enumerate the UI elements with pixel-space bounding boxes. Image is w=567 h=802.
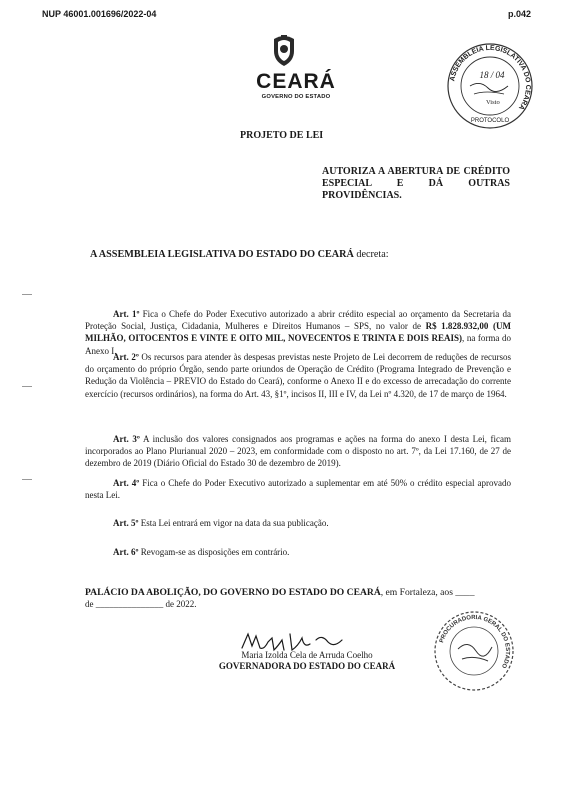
signer-name: Maria Izolda Cela de Arruda Coelho	[241, 650, 373, 660]
closing-bold: PALÁCIO DA ABOLIÇÃO, DO GOVERNO DO ESTADO DO CEARÁ	[85, 587, 381, 598]
signer-role: GOVERNADORA DO ESTADO DO CEARÁ	[218, 661, 396, 671]
article-1	[85, 308, 511, 357]
state-crest-icon	[271, 33, 297, 72]
article-label: Art. 1º	[113, 309, 140, 319]
article-label: Art. 2º	[113, 352, 139, 362]
nup-number: NUP 46001.001696/2022-04	[42, 9, 157, 19]
article-4	[85, 477, 511, 501]
decreta-bold: A ASSEMBLEIA LEGISLATIVA DO ESTADO DO CEARÁ	[90, 249, 354, 260]
article-text: Os recursos para atender às despesas previstas neste Projeto de Lei decorrem de reduções de recursos do orçamento do próprio Órgão, sendo parte oriundos de Operação de Crédito (Programa Integrado de Prevenção e Redução da Violência – PREVIO do Estado do Ceará), conforme o Anexo II e do excesso de arrecadação do corrente exercício (recursos ordinários), na forma do Art. 43, §1º, incisos II, III e IV, da Lei nº 4.320, de 17 de março de 1964.	[85, 352, 511, 399]
decreta-line	[90, 249, 389, 260]
margin-mark	[22, 386, 32, 387]
article-text: A inclusão dos valores consignados aos programas e ações na forma do anexo I desta Lei, ficam incorporados ao Plano Plurianual 2020 – 2023, em conformidade com o disposto no art. 7º, da Lei 17.160, de 27 de dezembro de 2019 (Diário Oficial do Estado 30 de dezembro de 2019).	[85, 434, 511, 469]
stamp-visto: Visto	[486, 99, 500, 106]
article-6	[85, 546, 511, 558]
article-label: Art. 5º	[113, 518, 139, 528]
date-line: de _______________ de 2022.	[85, 599, 197, 609]
protocol-stamp	[446, 42, 534, 135]
ementa: AUTORIZA A ABERTURA DE CRÉDITO ESPECIAL E DÁ OUTRAS PROVIDÊNCIAS.	[322, 166, 510, 201]
article-label: Art. 3º	[113, 434, 140, 444]
article-text: Fica o Chefe do Poder Executivo autorizado a abrir crédito especial ao orçamento da Secretaria da Proteção Social, Justiça, Cidadania, Mulheres e Direitos Humanos – SPS, no valor de	[85, 309, 512, 332]
article-label: Art. 6º	[113, 547, 139, 557]
brand-name: CEARÁ	[256, 70, 336, 93]
article-amount: R$ 1.828.932,00 (UM MILHÃO, OITOCENTOS E VINTE E OITO MIL, NOVECENTOS E TRINTA E DOIS REAIS)	[85, 321, 511, 344]
article-text: , na forma do Anexo I.	[85, 333, 511, 356]
closing-line	[85, 586, 515, 599]
article-2	[85, 351, 511, 400]
stamp-handwritten-date: 18 / 04	[479, 70, 505, 80]
brand-logo	[247, 71, 345, 101]
article-label: Art. 4º	[113, 478, 140, 488]
margin-mark	[22, 294, 32, 295]
stamp-ring-bottom: PROTOCOLO	[470, 118, 510, 124]
margin-mark	[22, 479, 32, 480]
article-text: Revogam-se as disposições em contrário.	[138, 547, 290, 557]
page-number: p.042	[508, 9, 532, 19]
article-3	[85, 433, 511, 470]
article-5	[85, 517, 511, 529]
svg-text:PROCURADORIA GERAL DO ESTADO	[439, 615, 510, 669]
seal-ring-text: PROCURADORIA GERAL DO ESTADO	[439, 614, 511, 669]
stamp-ring-text: ASSEMBLEIA LEGISLATIVA DO CEARÁ	[449, 44, 532, 111]
signer-block	[212, 650, 402, 672]
article-text: Esta Lei entrará em vigor na data da sua publicação.	[138, 518, 329, 528]
closing-rest: , em Fortaleza, aos ____	[380, 587, 475, 598]
decreta-rest: decreta:	[353, 249, 389, 260]
seal-stamp	[432, 609, 516, 698]
article-text: Fica o Chefe do Poder Executivo autorizado a suplementar em até 50% o crédito especial aprovado nesta Lei.	[85, 478, 511, 501]
document-title: PROJETO DE LEI	[240, 130, 324, 141]
brand-subtitle: GOVERNO DO ESTADO	[261, 94, 331, 100]
